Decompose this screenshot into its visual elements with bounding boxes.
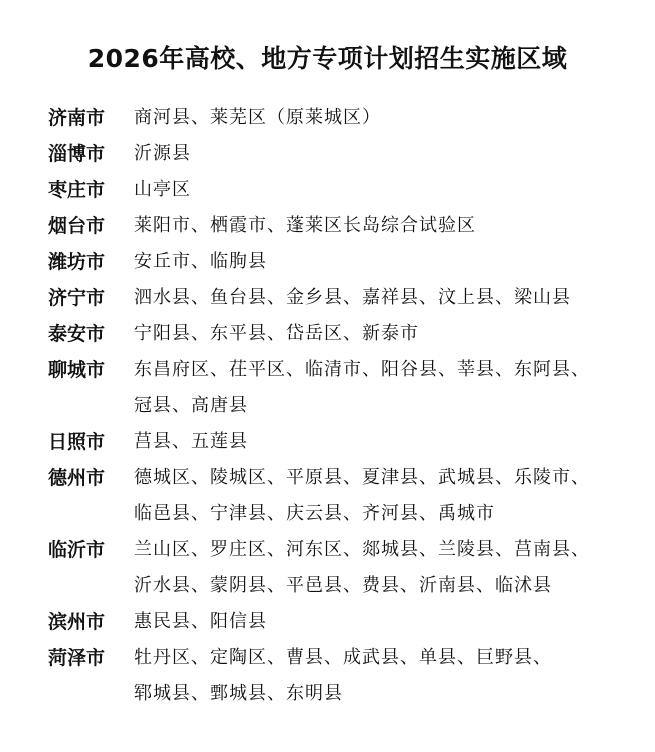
county-line: 莱阳市、栖霞市、蓬莱区长岛综合试验区 bbox=[134, 215, 476, 236]
county-list-dezhou bbox=[134, 460, 643, 532]
document-title: 2026年高校、地方专项计划招生实施区域 bbox=[87, 43, 568, 73]
county-line: 兰山区、罗庄区、河东区、郯城县、兰陵县、莒南县、 bbox=[134, 539, 590, 560]
region-list bbox=[48, 100, 643, 712]
region-row-heze bbox=[48, 640, 643, 712]
city-name-dezhou: 德州市 bbox=[48, 467, 106, 489]
county-list-jining bbox=[134, 280, 643, 316]
county-list-zibo bbox=[134, 136, 643, 172]
county-line: 山亭区 bbox=[134, 179, 191, 200]
city-name-zibo: 淄博市 bbox=[48, 143, 106, 165]
region-row-jining bbox=[48, 280, 643, 316]
county-line: 惠民县、阳信县 bbox=[134, 611, 267, 632]
county-list-taian bbox=[134, 316, 643, 352]
city-name-liaocheng: 聊城市 bbox=[48, 359, 106, 381]
region-row-rizhao bbox=[48, 424, 643, 460]
city-name-binzhou: 滨州市 bbox=[48, 611, 106, 633]
county-line: 沂水县、蒙阴县、平邑县、费县、沂南县、临沭县 bbox=[134, 575, 552, 596]
city-name-yantai: 烟台市 bbox=[48, 215, 106, 237]
county-line: 沂源县 bbox=[134, 143, 191, 164]
region-row-liaocheng bbox=[48, 352, 643, 424]
county-line: 宁阳县、东平县、岱岳区、新泰市 bbox=[134, 323, 419, 344]
region-row-zibo bbox=[48, 136, 643, 172]
county-line: 东昌府区、茌平区、临清市、阳谷县、莘县、东阿县、 bbox=[134, 359, 590, 380]
county-line: 安丘市、临朐县 bbox=[134, 251, 267, 272]
county-list-rizhao bbox=[134, 424, 643, 460]
county-list-liaocheng bbox=[134, 352, 643, 424]
county-list-linyi bbox=[134, 532, 643, 604]
county-list-zaozhuang bbox=[134, 172, 643, 208]
city-name-heze: 菏泽市 bbox=[48, 647, 106, 669]
city-name-taian: 泰安市 bbox=[48, 323, 106, 345]
county-line: 冠县、高唐县 bbox=[134, 395, 248, 416]
region-row-yantai bbox=[48, 208, 643, 244]
county-list-weifang bbox=[134, 244, 643, 280]
city-name-jinan: 济南市 bbox=[48, 107, 106, 129]
city-name-rizhao: 日照市 bbox=[48, 431, 106, 453]
county-line: 德城区、陵城区、平原县、夏津县、武城县、乐陵市、 bbox=[134, 467, 590, 488]
county-line: 泗水县、鱼台县、金乡县、嘉祥县、汶上县、梁山县 bbox=[134, 287, 571, 308]
county-line: 商河县、莱芜区（原莱城区） bbox=[134, 107, 381, 128]
region-row-binzhou bbox=[48, 604, 643, 640]
county-list-jinan bbox=[134, 100, 643, 136]
city-name-linyi: 临沂市 bbox=[48, 539, 106, 561]
city-name-zaozhuang: 枣庄市 bbox=[48, 179, 106, 201]
county-list-yantai bbox=[134, 208, 643, 244]
city-name-jining: 济宁市 bbox=[48, 287, 106, 309]
county-line: 郓城县、鄄城县、东明县 bbox=[134, 683, 343, 704]
county-list-binzhou bbox=[134, 604, 643, 640]
region-row-jinan bbox=[48, 100, 643, 136]
region-row-taian bbox=[48, 316, 643, 352]
county-line: 莒县、五莲县 bbox=[134, 431, 248, 452]
county-line: 临邑县、宁津县、庆云县、齐河县、禹城市 bbox=[134, 503, 495, 524]
city-name-weifang: 潍坊市 bbox=[48, 251, 106, 273]
region-row-linyi bbox=[48, 532, 643, 604]
region-row-weifang bbox=[48, 244, 643, 280]
county-line: 牡丹区、定陶区、曹县、成武县、单县、巨野县、 bbox=[134, 647, 552, 668]
region-row-zaozhuang bbox=[48, 172, 643, 208]
region-row-dezhou bbox=[48, 460, 643, 532]
county-list-heze bbox=[134, 640, 643, 712]
